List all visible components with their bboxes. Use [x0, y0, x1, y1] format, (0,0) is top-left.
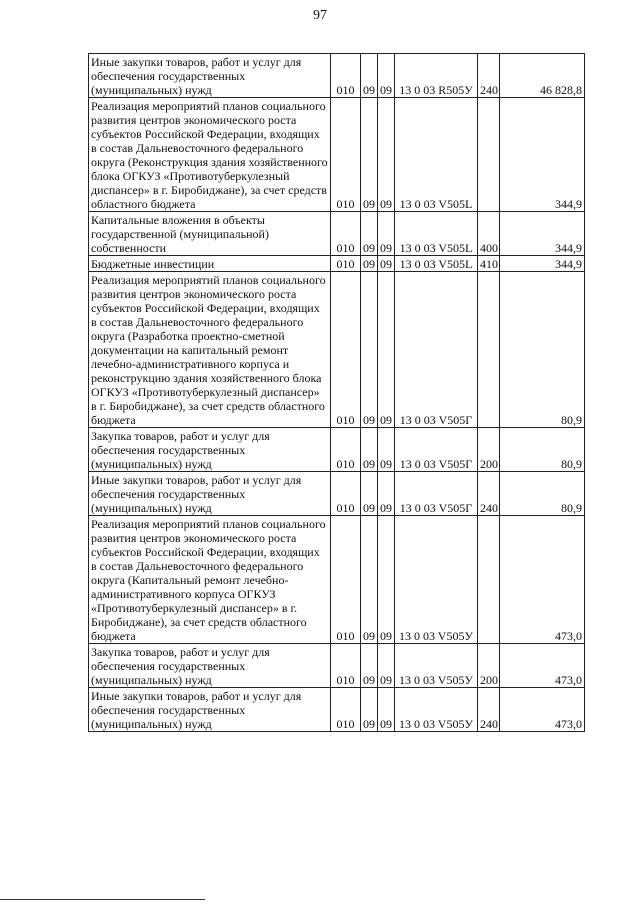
- row-name-cell: Реализация мероприятий планов социального развития центров экономического роста субъектов Российской Федерации, входящих в состав Дальневосточного федерального округа (Разработка проектно-сметной документации на капитальный ремонт лечебно-административного корпуса и реконструкцию здания хозяйственного блока ОГКУЗ «Противотуберкулезный диспансер» в г. Биробиджане), за счет средств областного бюджета: [89, 272, 331, 428]
- row-vr-cell: 200: [478, 428, 500, 472]
- row-sum-cell: 80,9: [500, 272, 585, 428]
- table-row: [89, 54, 585, 98]
- row-vr-cell: [478, 98, 500, 212]
- row-sum-cell: 344,9: [500, 98, 585, 212]
- row-pr-cell: 09: [378, 644, 395, 688]
- row-gr-cell: 010: [331, 272, 361, 428]
- row-pr-cell: 09: [378, 272, 395, 428]
- row-gr-cell: 010: [331, 688, 361, 732]
- row-vr-cell: [478, 272, 500, 428]
- row-sum-cell: 46 828,8: [500, 54, 585, 98]
- row-pr-cell: 09: [378, 428, 395, 472]
- row-sum-cell: 473,0: [500, 688, 585, 732]
- row-rz-cell: 09: [361, 212, 378, 256]
- row-vr-cell: 400: [478, 212, 500, 256]
- table-row: [89, 272, 585, 428]
- row-rz-cell: 09: [361, 256, 378, 272]
- budget-table-body: [89, 54, 585, 732]
- row-vr-cell: 200: [478, 644, 500, 688]
- row-cs-cell: 13 0 03 V505У: [395, 644, 478, 688]
- table-row: [89, 516, 585, 644]
- row-pr-cell: 09: [378, 688, 395, 732]
- table-row: [89, 256, 585, 272]
- row-vr-cell: 240: [478, 54, 500, 98]
- row-vr-cell: 410: [478, 256, 500, 272]
- row-rz-cell: 09: [361, 54, 378, 98]
- page-number: 97: [313, 8, 327, 23]
- table-row: [89, 212, 585, 256]
- row-vr-cell: [478, 516, 500, 644]
- row-pr-cell: 09: [378, 212, 395, 256]
- table-row: [89, 428, 585, 472]
- row-name-cell: Закупка товаров, работ и услуг для обеспечения государственных (муниципальных) нужд: [89, 644, 331, 688]
- footer-rule: [0, 899, 205, 900]
- budget-table: [88, 53, 585, 732]
- row-cs-cell: 13 0 03 V505L: [395, 212, 478, 256]
- row-sum-cell: 473,0: [500, 644, 585, 688]
- row-gr-cell: 010: [331, 256, 361, 272]
- table-row: [89, 688, 585, 732]
- row-sum-cell: 344,9: [500, 256, 585, 272]
- row-gr-cell: 010: [331, 644, 361, 688]
- row-rz-cell: 09: [361, 272, 378, 428]
- row-vr-cell: 240: [478, 688, 500, 732]
- row-gr-cell: 010: [331, 428, 361, 472]
- row-sum-cell: 344,9: [500, 212, 585, 256]
- row-pr-cell: 09: [378, 516, 395, 644]
- row-cs-cell: 13 0 03 V505Г: [395, 428, 478, 472]
- row-vr-cell: 240: [478, 472, 500, 516]
- row-gr-cell: 010: [331, 212, 361, 256]
- row-name-cell: Иные закупки товаров, работ и услуг для обеспечения государственных (муниципальных) нужд: [89, 54, 331, 98]
- row-cs-cell: 13 0 03 R505У: [395, 54, 478, 98]
- row-cs-cell: 13 0 03 V505L: [395, 98, 478, 212]
- table-row: [89, 472, 585, 516]
- row-name-cell: Бюджетные инвестиции: [89, 256, 331, 272]
- row-sum-cell: 473,0: [500, 516, 585, 644]
- row-pr-cell: 09: [378, 472, 395, 516]
- row-sum-cell: 80,9: [500, 428, 585, 472]
- row-name-cell: Иные закупки товаров, работ и услуг для обеспечения государственных (муниципальных) нужд: [89, 472, 331, 516]
- row-rz-cell: 09: [361, 98, 378, 212]
- row-cs-cell: 13 0 03 V505Г: [395, 272, 478, 428]
- row-gr-cell: 010: [331, 54, 361, 98]
- row-name-cell: Закупка товаров, работ и услуг для обеспечения государственных (муниципальных) нужд: [89, 428, 331, 472]
- row-rz-cell: 09: [361, 516, 378, 644]
- table-row: [89, 644, 585, 688]
- row-sum-cell: 80,9: [500, 472, 585, 516]
- row-name-cell: Капитальные вложения в объекты государственной (муниципальной) собственности: [89, 212, 331, 256]
- row-rz-cell: 09: [361, 472, 378, 516]
- row-pr-cell: 09: [378, 54, 395, 98]
- row-cs-cell: 13 0 03 V505У: [395, 688, 478, 732]
- row-pr-cell: 09: [378, 256, 395, 272]
- table-row: [89, 98, 585, 212]
- row-rz-cell: 09: [361, 644, 378, 688]
- row-cs-cell: 13 0 03 V505У: [395, 516, 478, 644]
- row-gr-cell: 010: [331, 472, 361, 516]
- row-cs-cell: 13 0 03 V505L: [395, 256, 478, 272]
- row-cs-cell: 13 0 03 V505Г: [395, 472, 478, 516]
- row-gr-cell: 010: [331, 98, 361, 212]
- row-rz-cell: 09: [361, 428, 378, 472]
- row-rz-cell: 09: [361, 688, 378, 732]
- row-gr-cell: 010: [331, 516, 361, 644]
- row-name-cell: Реализация мероприятий планов социального развития центров экономического роста субъектов Российской Федерации, входящих в состав Дальневосточного федерального округа (Капитальный ремонт лечебно-административного корпуса ОГКУЗ «Противотуберкулезный диспансер» в г. Биробиджане), за счет средств областного бюджета: [89, 516, 331, 644]
- row-name-cell: Реализация мероприятий планов социального развития центров экономического роста субъектов Российской Федерации, входящих в состав Дальневосточного федерального округа (Реконструкция здания хозяйственного блока ОГКУЗ «Противотуберкулезный диспансер» в г. Биробиджане), за счет средств областного бюджета: [89, 98, 331, 212]
- row-pr-cell: 09: [378, 98, 395, 212]
- row-name-cell: Иные закупки товаров, работ и услуг для обеспечения государственных (муниципальных) нужд: [89, 688, 331, 732]
